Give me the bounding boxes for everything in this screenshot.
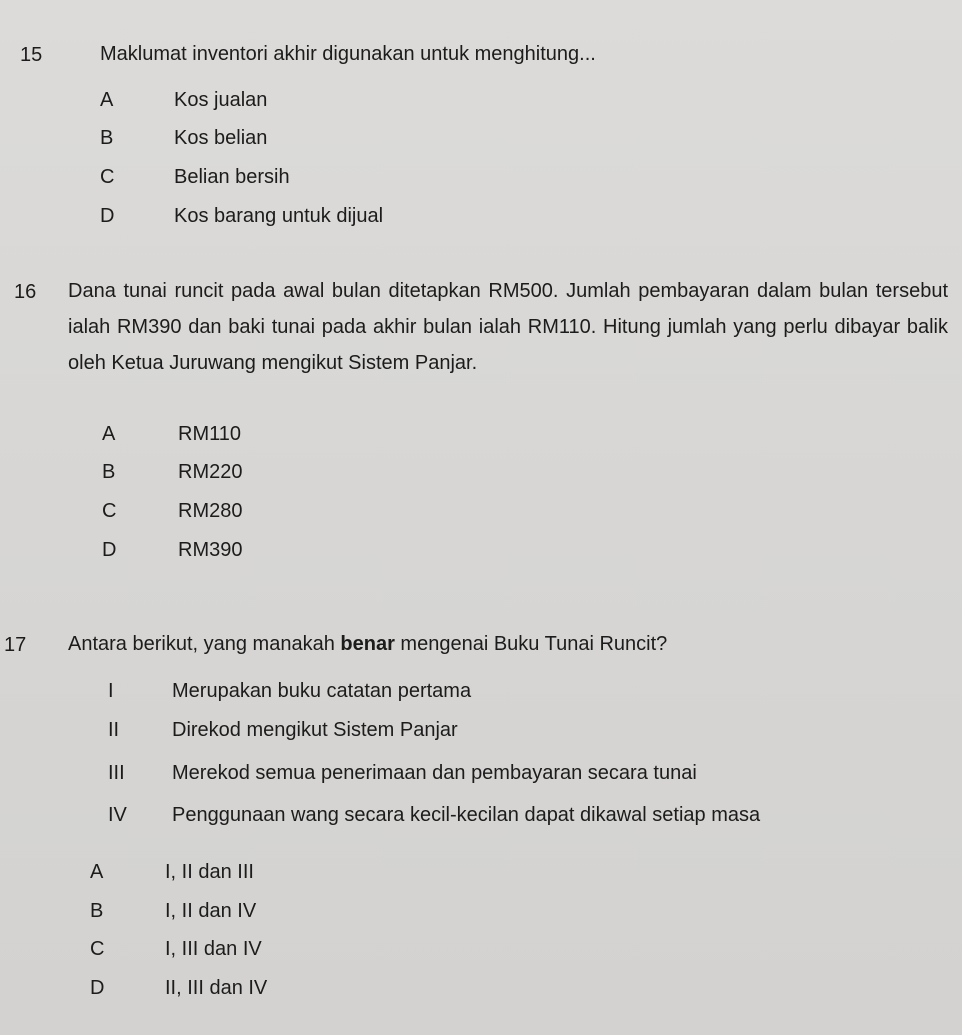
option-text: RM390 [178, 539, 243, 561]
question-17-number: 17 [4, 634, 27, 656]
statement-text: Direkod mengikut Sistem Panjar [172, 719, 458, 741]
option-label: A [102, 423, 116, 445]
option-text: RM220 [178, 461, 243, 483]
option-text: Kos jualan [174, 89, 268, 111]
option-label: A [100, 89, 114, 111]
option-label: C [102, 500, 117, 522]
statement-text: Merekod semua penerimaan dan pembayaran secara tunai [172, 762, 697, 784]
option-text: RM280 [178, 500, 243, 522]
statement-label: II [108, 719, 120, 741]
option-text: I, III dan IV [165, 938, 262, 960]
question-17-text: Antara berikut, yang manakah benar mengenai Buku Tunai Runcit? [68, 633, 668, 655]
question-15-text: Maklumat inventori akhir digunakan untuk menghitung... [100, 43, 596, 65]
option-label: B [102, 461, 116, 483]
question-16-text: Dana tunai runcit pada awal bulan ditetapkan RM500. Jumlah pembayaran dalam bulan tersebut ialah RM390 dan baki tunai pada akhir bulan ialah RM110. Hitung jumlah yang perlu dibayar balik oleh Ketua Juruwang mengikut Sistem Panjar. [68, 280, 948, 374]
statement-label: IV [108, 804, 127, 826]
option-label: D [90, 977, 105, 999]
option-text: Belian bersih [174, 166, 290, 188]
statement-text: Penggunaan wang secara kecil-kecilan dapat dikawal setiap masa [172, 804, 761, 826]
option-label: A [90, 861, 104, 883]
option-text: Kos barang untuk dijual [174, 205, 384, 227]
option-text: Kos belian [174, 127, 268, 149]
option-text: I, II dan IV [165, 900, 257, 922]
option-label: D [102, 539, 117, 561]
emphasis-word: benar [340, 633, 395, 655]
statement-text: Merupakan buku catatan pertama [172, 680, 472, 702]
question-15-number: 15 [20, 44, 43, 66]
option-label: B [90, 900, 104, 922]
option-text: RM110 [178, 423, 241, 445]
option-label: B [100, 127, 114, 149]
option-text: I, II dan III [165, 861, 254, 883]
option-label: C [90, 938, 105, 960]
option-label: C [100, 166, 115, 188]
option-text: II, III dan IV [165, 977, 268, 999]
statement-label: I [108, 680, 114, 702]
option-label: D [100, 205, 115, 227]
question-16-number: 16 [14, 281, 37, 303]
statement-label: III [108, 762, 125, 784]
